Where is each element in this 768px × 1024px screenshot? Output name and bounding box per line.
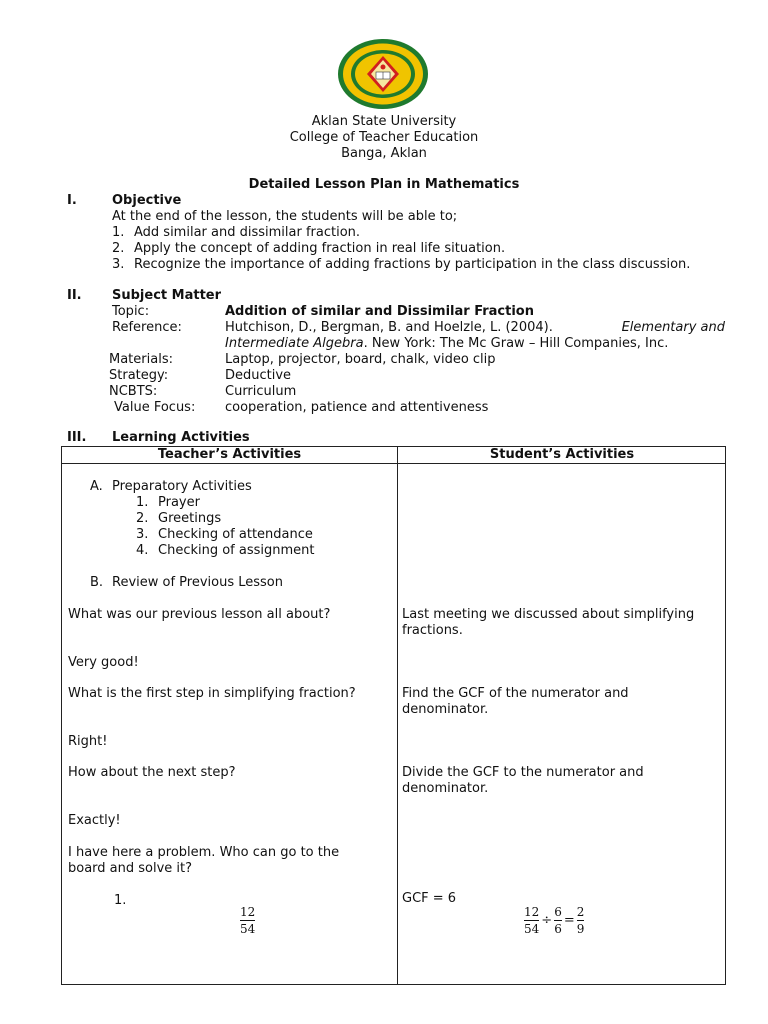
university-seal-logo <box>337 38 429 110</box>
numerator: 6 <box>554 905 562 919</box>
reference-label: Reference: <box>112 320 182 335</box>
reference-line-1 <box>225 320 725 336</box>
header-divider <box>62 463 725 464</box>
document-title: Detailed Lesson Plan in Mathematics <box>248 177 520 192</box>
objective-item: Apply the concept of adding fraction in real life situation. <box>134 241 506 256</box>
reference-citation: Hutchison, D., Bergman, B. and Hoelzle, L. (2004). <box>225 320 553 335</box>
numerator: 2 <box>576 905 585 919</box>
objective-item: Add similar and dissimilar fraction. <box>134 225 361 240</box>
topic-label: Topic: <box>112 304 150 319</box>
teacher-response: Right! <box>68 734 108 749</box>
fraction-bar <box>524 920 539 921</box>
topic-value: Addition of similar and Dissimilar Fraction <box>225 304 534 319</box>
column-header-student: Student’s Activities <box>489 447 635 462</box>
teacher-response: Exactly! <box>68 813 121 828</box>
section-number-subject-matter: II. <box>67 288 82 303</box>
numerator: 12 <box>240 905 256 919</box>
solution-expression <box>524 905 584 936</box>
objective-item: Recognize the importance of adding fractions by participation in the class discussion. <box>134 257 691 272</box>
location: Banga, Aklan <box>341 146 427 161</box>
problem-fraction <box>240 905 255 936</box>
fraction <box>554 905 562 936</box>
student-answer: fractions. <box>402 623 463 638</box>
learning-activities-table <box>61 446 726 985</box>
teacher-question: What was our previous lesson all about? <box>68 607 331 622</box>
fraction-bar <box>577 920 585 921</box>
section-heading-subject-matter: Subject Matter <box>112 288 222 303</box>
reference-line-2 <box>225 336 668 352</box>
objective-item-num: 2. <box>112 241 125 256</box>
fraction-bar <box>554 920 562 921</box>
college-name: College of Teacher Education <box>289 130 479 145</box>
preparatory-item-num: 3. <box>136 527 149 542</box>
gcf-answer: GCF = 6 <box>402 891 457 906</box>
objective-intro: At the end of the lesson, the students will be able to; <box>112 209 458 224</box>
fraction-bar <box>240 920 255 921</box>
teacher-question: What is the first step in simplifying fraction? <box>68 686 356 701</box>
section-number-learning-activities: III. <box>67 430 87 445</box>
teacher-question: I have here a problem. Who can go to the <box>68 845 340 860</box>
teacher-response: Very good! <box>68 655 139 670</box>
fraction <box>240 905 255 936</box>
numerator: 12 <box>524 905 540 919</box>
preparatory-letter: A. <box>90 479 103 494</box>
objective-item-num: 1. <box>112 225 125 240</box>
preparatory-item-num: 4. <box>136 543 149 558</box>
objective-item-num: 3. <box>112 257 125 272</box>
denominator: 6 <box>554 922 562 936</box>
preparatory-item-num: 2. <box>136 511 149 526</box>
denominator: 9 <box>576 922 585 936</box>
materials-label: Materials: <box>109 352 173 367</box>
fraction <box>577 905 585 936</box>
reference-publisher: . New York: The Mc Graw – Hill Companies, Inc. <box>363 336 669 351</box>
review-letter: B. <box>90 575 104 590</box>
value-focus-value: cooperation, patience and attentiveness <box>225 400 489 415</box>
section-heading-learning-activities: Learning Activities <box>112 430 250 445</box>
value-focus-label: Value Focus: <box>114 400 196 415</box>
ncbts-value: Curriculum <box>225 384 297 399</box>
preparatory-item: Greetings <box>158 511 222 526</box>
student-answer: denominator. <box>402 781 489 796</box>
equals-sign: = <box>563 912 575 928</box>
teacher-question: How about the next step? <box>68 765 236 780</box>
problem-number: 1. <box>114 893 127 908</box>
division-sign: ÷ <box>541 912 553 928</box>
teacher-question: board and solve it? <box>68 861 193 876</box>
university-name: Aklan State University <box>311 114 457 129</box>
section-number-objective: I. <box>67 193 77 208</box>
reference-title-part: Intermediate Algebra <box>225 336 364 351</box>
column-divider <box>397 447 398 984</box>
preparatory-item: Checking of assignment <box>158 543 315 558</box>
student-answer: denominator. <box>402 702 489 717</box>
column-header-teacher: Teacher’s Activities <box>157 447 302 462</box>
student-answer: Find the GCF of the numerator and <box>402 686 629 701</box>
preparatory-item: Prayer <box>158 495 200 510</box>
preparatory-item-num: 1. <box>136 495 149 510</box>
student-answer: Last meeting we discussed about simplifying <box>402 607 695 622</box>
strategy-label: Strategy: <box>109 368 169 383</box>
section-heading-objective: Objective <box>112 193 182 208</box>
preparatory-item: Checking of attendance <box>158 527 313 542</box>
strategy-value: Deductive <box>225 368 292 383</box>
preparatory-title: Preparatory Activities <box>112 479 252 494</box>
denominator: 54 <box>524 922 540 936</box>
student-answer: Divide the GCF to the numerator and <box>402 765 644 780</box>
denominator: 54 <box>240 922 256 936</box>
fraction <box>524 905 539 936</box>
ncbts-label: NCBTS: <box>109 384 158 399</box>
materials-value: Laptop, projector, board, chalk, video clip <box>225 352 496 367</box>
review-title: Review of Previous Lesson <box>112 575 283 590</box>
reference-title-part: Elementary and <box>621 320 725 335</box>
